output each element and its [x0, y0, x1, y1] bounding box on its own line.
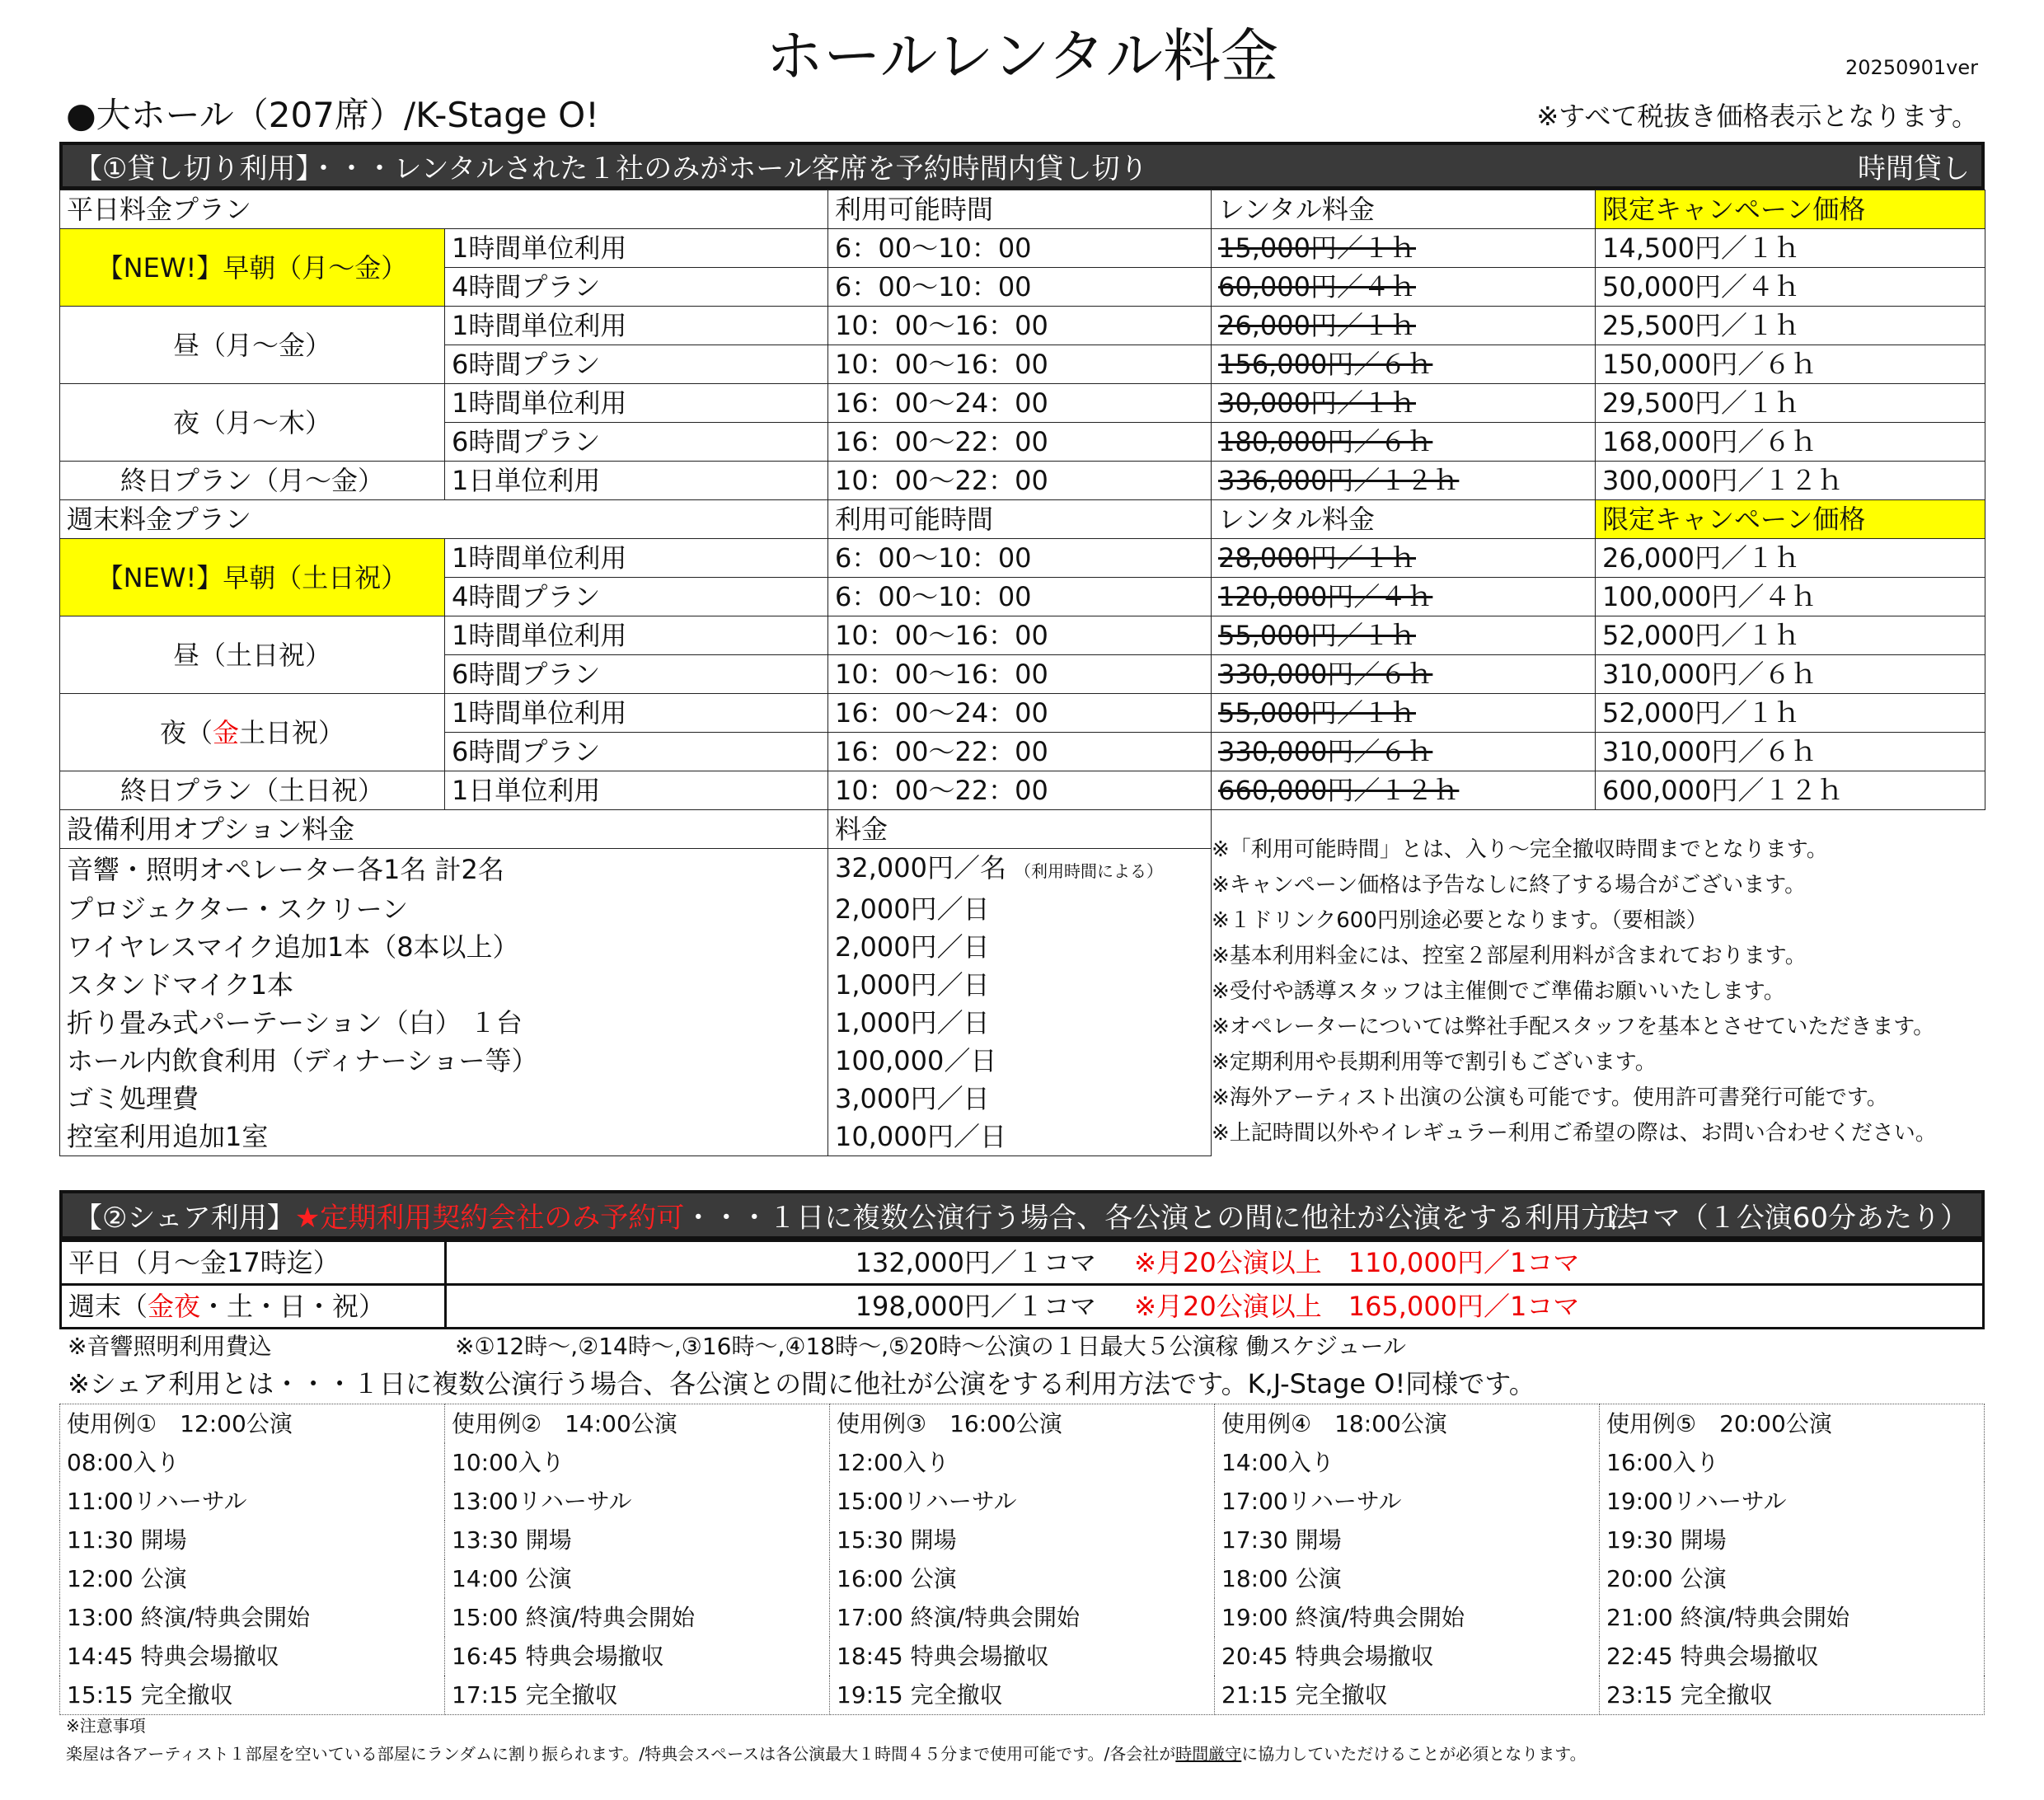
plan-type: 1時間単位利用	[445, 694, 828, 733]
note-item: ※「利用可能時間」とは、入り～完全撤収時間までとなります。	[1212, 837, 1828, 862]
table-row	[60, 694, 1985, 733]
column-header-campaign: 限定キャンペーン価格	[1596, 500, 1985, 539]
option-name: スタンドマイク1本	[60, 966, 828, 1004]
available-time: 10：00～16：00	[828, 307, 1212, 345]
options-price-header: 料金	[828, 810, 1212, 849]
example-step: 17:00 終演/特典会開始	[830, 1598, 1215, 1637]
example-step: 14:45 特典会場撤収	[60, 1637, 445, 1676]
example-step: 21:15 完全撤収	[1215, 1676, 1600, 1715]
regular-price: 30,000円／１ｈ	[1218, 387, 1416, 419]
rental-price	[1212, 733, 1596, 771]
example-step: 13:00 終演/特典会開始	[60, 1598, 445, 1637]
example-step: 17:00リハーサル	[1215, 1482, 1600, 1521]
table-row	[60, 1598, 1985, 1637]
regular-price: 330,000円／６ｈ	[1218, 736, 1433, 767]
share-row-price	[446, 1285, 1984, 1329]
table-row	[60, 1443, 1985, 1482]
campaign-price: 100,000円／４ｈ	[1596, 578, 1985, 616]
table-row	[60, 539, 1985, 578]
example-step: 13:30 開場	[445, 1521, 830, 1559]
campaign-price: 310,000円／６ｈ	[1596, 655, 1985, 694]
campaign-price: 600,000円／１２ｈ	[1596, 771, 1985, 810]
time-slot-name: 昼（月～金）	[60, 307, 445, 384]
example-step: 12:00入り	[830, 1443, 1215, 1482]
charter-bar-title: 【①貸し切り利用】・・・レンタルされた１社のみがホール客席を予約時間内貸し切り	[74, 152, 1148, 185]
option-price-value: 3,000円／日	[835, 1083, 990, 1114]
option-name: ワイヤレスマイク追加1本（8本以上）	[60, 928, 828, 966]
option-price	[828, 1042, 1212, 1080]
column-header-price: レンタル料金	[1212, 500, 1596, 539]
available-time: 10：00～22：00	[828, 771, 1212, 810]
share-bar-title: 【②シェア利用】	[74, 1202, 295, 1235]
option-name: プロジェクター・スクリーン	[60, 890, 828, 928]
example-step: 13:00リハーサル	[445, 1482, 830, 1521]
table-row	[60, 1676, 1985, 1715]
rental-price	[1212, 539, 1596, 578]
table-row	[60, 771, 1985, 810]
share-bar	[59, 1190, 1985, 1240]
regular-price: 15,000円／１ｈ	[1218, 232, 1416, 264]
table-row	[60, 1637, 1985, 1676]
note-item: ※受付や誘導スタッフは主催側でご準備お願いいたします。	[1212, 979, 1785, 1004]
example-step: 20:00 公演	[1600, 1559, 1985, 1598]
share-row-label: 平日（月～金17時迄）	[61, 1241, 446, 1285]
note-item: ※上記時間以外やイレギュラー利用ご希望の際は、お問い合わせください。	[1212, 1121, 1937, 1146]
plan-type: 6時間プラン	[445, 423, 828, 462]
column-header-time: 利用可能時間	[828, 500, 1212, 539]
examples-table	[59, 1404, 1985, 1715]
example-step: 15:30 開場	[830, 1521, 1215, 1559]
available-time: 10：00～22：00	[828, 462, 1212, 500]
footer-text	[66, 1741, 1587, 1767]
share-discount: ※月20公演以上 165,000円／1コマ	[1134, 1291, 1580, 1322]
time-slot-name: 夜（月～木）	[60, 384, 445, 462]
share-explanation: ※シェア利用とは・・・１日に複数公演行う場合、各公演との間に他社が公演をする利用方法です。K,J-Stage O!同様です。	[68, 1368, 1535, 1399]
share-note-left: ※音響照明利用費込	[68, 1333, 272, 1360]
slot-name-part: 夜（	[159, 716, 213, 748]
example-heading: 使用例① 12:00公演	[60, 1404, 445, 1444]
table-row	[61, 1241, 1984, 1285]
table-row	[60, 462, 1985, 500]
campaign-price: 29,500円／１ｈ	[1596, 384, 1985, 423]
table-row	[60, 190, 1985, 229]
available-time: 6：00～10：00	[828, 539, 1212, 578]
share-row-label	[61, 1285, 446, 1329]
time-slot-name	[60, 694, 445, 771]
rental-price	[1212, 655, 1596, 694]
rental-price	[1212, 694, 1596, 733]
rental-price	[1212, 229, 1596, 268]
example-step: 08:00入り	[60, 1443, 445, 1482]
example-step: 16:00入り	[1600, 1443, 1985, 1482]
available-time: 6：00～10：00	[828, 578, 1212, 616]
charter-bar-right: 時間貸し	[1858, 152, 1970, 185]
option-price-value: 2,000円／日	[835, 893, 990, 925]
campaign-price: 50,000円／４ｈ	[1596, 268, 1985, 307]
footer-underline: 時間厳守	[1175, 1744, 1242, 1764]
campaign-price: 310,000円／６ｈ	[1596, 733, 1985, 771]
regular-price: 330,000円／６ｈ	[1218, 659, 1433, 690]
plan-type: 4時間プラン	[445, 578, 828, 616]
option-price	[828, 849, 1212, 891]
table-row	[60, 616, 1985, 655]
available-time: 16：00～24：00	[828, 384, 1212, 423]
table-row	[60, 307, 1985, 345]
option-price-value: 100,000／日	[835, 1045, 997, 1076]
available-time: 16：00～22：00	[828, 733, 1212, 771]
example-step: 21:00 終演/特典会開始	[1600, 1598, 1985, 1637]
regular-price: 336,000円／１２ｈ	[1218, 465, 1460, 496]
example-step: 19:30 開場	[1600, 1521, 1985, 1559]
available-time: 16：00～22：00	[828, 423, 1212, 462]
option-name: 音響・照明オペレーター各1名 計2名	[60, 849, 828, 891]
campaign-price: 168,000円／６ｈ	[1596, 423, 1985, 462]
example-step: 14:00入り	[1215, 1443, 1600, 1482]
note-item: ※海外アーティスト出演の公演も可能です。使用許可書発行可能です。	[1212, 1085, 1888, 1110]
table-row	[60, 1404, 1985, 1444]
footer-heading: ※注意事項	[66, 1716, 146, 1736]
example-step: 15:00 終演/特典会開始	[445, 1598, 830, 1637]
example-step: 18:45 特典会場撤収	[830, 1637, 1215, 1676]
table-row	[60, 1521, 1985, 1559]
footer-text-part: に協力していただけることが必須となります。	[1241, 1744, 1587, 1764]
option-price	[828, 1118, 1212, 1156]
table-row	[60, 1482, 1985, 1521]
available-time: 6：00～10：00	[828, 229, 1212, 268]
regular-price: 180,000円／６ｈ	[1218, 426, 1433, 457]
footer-text-part: 楽屋は各アーティスト１部屋を空いている部屋にランダムに割り振られます。/特典会スペースは各公演最大１時間４５分まで使用可能です。/各会社が	[66, 1744, 1176, 1764]
campaign-price: 14,500円／１ｈ	[1596, 229, 1985, 268]
share-price-table	[59, 1240, 1985, 1329]
option-name: ホール内飲食利用（ディナーショー等）	[60, 1042, 828, 1080]
example-step: 19:15 完全撤収	[830, 1676, 1215, 1715]
available-time: 10：00～16：00	[828, 616, 1212, 655]
note-item: ※定期利用や長期利用等で割引もございます。	[1212, 1050, 1657, 1075]
campaign-price: 150,000円／６ｈ	[1596, 345, 1985, 384]
option-price-value: 2,000円／日	[835, 931, 990, 963]
rental-price	[1212, 345, 1596, 384]
rental-price	[1212, 307, 1596, 345]
version-label: 20250901ver	[1845, 56, 1978, 79]
share-price: 132,000円／１コマ	[855, 1247, 1096, 1278]
table-row	[61, 1285, 1984, 1329]
campaign-price: 52,000円／１ｈ	[1596, 694, 1985, 733]
hall-name: ●大ホール（207席）/K-Stage O!	[66, 95, 600, 135]
example-heading: 使用例⑤ 20:00公演	[1600, 1404, 1985, 1444]
column-header-campaign: 限定キャンペーン価格	[1596, 190, 1985, 229]
example-step: 14:00 公演	[445, 1559, 830, 1598]
time-slot-name: 終日プラン（月～金）	[60, 462, 445, 500]
options-heading: 設備利用オプション料金	[60, 810, 828, 849]
label-red-part: 金夜	[148, 1291, 201, 1322]
share-row-price	[446, 1241, 1984, 1285]
plan-type: 1時間単位利用	[445, 229, 828, 268]
label-part: 週末（	[68, 1291, 148, 1322]
share-price: 198,000円／１コマ	[855, 1291, 1096, 1322]
plan-type: 6時間プラン	[445, 733, 828, 771]
share-bar-restriction: ★定期利用契約会社のみ予約可	[294, 1202, 685, 1235]
campaign-price: 52,000円／１ｈ	[1596, 616, 1985, 655]
share-discount: ※月20公演以上 110,000円／1コマ	[1134, 1247, 1580, 1278]
tax-note: ※すべて税抜き価格表示となります。	[1536, 101, 1978, 132]
rental-price	[1212, 423, 1596, 462]
plan-type: 1時間単位利用	[445, 616, 828, 655]
available-time: 10：00～16：00	[828, 345, 1212, 384]
regular-price: 26,000円／１ｈ	[1218, 310, 1416, 341]
example-step: 15:00リハーサル	[830, 1482, 1215, 1521]
option-name: 折り畳み式パーテーション（白） １台	[60, 1004, 828, 1042]
note-item: ※キャンペーン価格は予告なしに終了する場合がございます。	[1212, 873, 1807, 898]
option-price	[828, 1004, 1212, 1042]
option-price	[828, 966, 1212, 1004]
example-step: 17:15 完全撤収	[445, 1676, 830, 1715]
regular-price: 55,000円／１ｈ	[1218, 620, 1416, 651]
option-price-value: 10,000円／日	[835, 1121, 1006, 1152]
example-step: 10:00入り	[445, 1443, 830, 1482]
note-item: ※１ドリンク600円別途必要となります。（要相談）	[1212, 908, 1708, 933]
plan-type: 4時間プラン	[445, 268, 828, 307]
option-price-value: 32,000円／名	[835, 852, 1006, 884]
column-header-price: レンタル料金	[1212, 190, 1596, 229]
share-bar-unit: １コマ（１公演60分あたり）	[1596, 1202, 1968, 1235]
regular-price: 120,000円／４ｈ	[1218, 581, 1433, 612]
page-title: ホールレンタル料金	[765, 22, 1279, 90]
table-row	[60, 500, 1985, 539]
option-name: 控室利用追加1室	[60, 1118, 828, 1156]
plan-heading: 週末料金プラン	[60, 500, 828, 539]
plan-type: 1時間単位利用	[445, 307, 828, 345]
example-step: 11:00リハーサル	[60, 1482, 445, 1521]
regular-price: 156,000円／６ｈ	[1218, 349, 1433, 380]
note-item: ※基本利用料金には、控室２部屋利用料が含まれております。	[1212, 944, 1807, 968]
example-heading: 使用例② 14:00公演	[445, 1404, 830, 1444]
option-price	[828, 1080, 1212, 1118]
rental-price	[1212, 268, 1596, 307]
example-step: 19:00リハーサル	[1600, 1482, 1985, 1521]
slot-name-red: 金	[212, 716, 239, 748]
regular-price: 660,000円／１２ｈ	[1218, 775, 1460, 806]
example-step: 12:00 公演	[60, 1559, 445, 1598]
regular-price: 28,000円／１ｈ	[1218, 542, 1416, 574]
example-step: 18:00 公演	[1215, 1559, 1600, 1598]
column-header-time: 利用可能時間	[828, 190, 1212, 229]
option-name: ゴミ処理費	[60, 1080, 828, 1118]
charter-bar	[59, 142, 1985, 190]
available-time: 6：00～10：00	[828, 268, 1212, 307]
share-section	[59, 1190, 1985, 1715]
rental-price	[1212, 616, 1596, 655]
example-step: 19:00 終演/特典会開始	[1215, 1598, 1600, 1637]
option-price	[828, 890, 1212, 928]
option-price	[828, 928, 1212, 966]
available-time: 16：00～24：00	[828, 694, 1212, 733]
example-step: 16:45 特典会場撤収	[445, 1637, 830, 1676]
plan-heading: 平日料金プラン	[60, 190, 828, 229]
example-step: 17:30 開場	[1215, 1521, 1600, 1559]
share-note-right: ※①12時～,②14時～,③16時～,④18時～,⑤20時～公演の１日最大５公演稼 働スケジュール	[455, 1333, 1406, 1360]
slot-name-part: 土日祝）	[239, 716, 345, 748]
rental-price	[1212, 384, 1596, 423]
time-slot-name: 昼（土日祝）	[60, 616, 445, 694]
campaign-price: 300,000円／１２ｈ	[1596, 462, 1985, 500]
plan-type: 6時間プラン	[445, 345, 828, 384]
plan-type: 6時間プラン	[445, 655, 828, 694]
time-slot-name: 【NEW!】早朝（月～金）	[60, 229, 445, 307]
campaign-price: 25,500円／１ｈ	[1596, 307, 1985, 345]
regular-price: 55,000円／１ｈ	[1218, 697, 1416, 729]
plan-type: 1日単位利用	[445, 462, 828, 500]
example-step: 11:30 開場	[60, 1521, 445, 1559]
example-step: 20:45 特典会場撤収	[1215, 1637, 1600, 1676]
time-slot-name: 【NEW!】早朝（土日祝）	[60, 539, 445, 616]
plan-type: 1時間単位利用	[445, 384, 828, 423]
example-heading: 使用例④ 18:00公演	[1215, 1404, 1600, 1444]
share-bar-description: ・・・１日に複数公演行う場合、各公演との間に他社が公演をする利用方法	[684, 1202, 1638, 1235]
note-item: ※オペレーターについては弊社手配スタッフを基本とさせていただきます。	[1212, 1015, 1935, 1039]
table-row	[60, 384, 1985, 423]
table-row	[60, 229, 1985, 268]
regular-price: 60,000円／４ｈ	[1218, 271, 1416, 302]
rental-price	[1212, 771, 1596, 810]
label-part: ・土・日・祝）	[200, 1291, 386, 1322]
rental-price	[1212, 462, 1596, 500]
table-row	[60, 1559, 1985, 1598]
notes-block	[1212, 832, 1986, 1151]
option-price-value: 1,000円／日	[835, 1007, 990, 1038]
option-price-value: 1,000円／日	[835, 969, 990, 1001]
example-step: 23:15 完全撤収	[1600, 1676, 1985, 1715]
plan-type: 1時間単位利用	[445, 539, 828, 578]
plan-type: 1日単位利用	[445, 771, 828, 810]
rental-price	[1212, 578, 1596, 616]
example-step: 15:15 完全撤収	[60, 1676, 445, 1715]
example-heading: 使用例③ 16:00公演	[830, 1404, 1215, 1444]
campaign-price: 26,000円／１ｈ	[1596, 539, 1985, 578]
example-step: 16:00 公演	[830, 1559, 1215, 1598]
example-step: 22:45 特典会場撤収	[1600, 1637, 1985, 1676]
available-time: 10：00～16：00	[828, 655, 1212, 694]
time-slot-name: 終日プラン（土日祝）	[60, 771, 445, 810]
option-price-note: （利用時間による）	[1015, 861, 1163, 881]
